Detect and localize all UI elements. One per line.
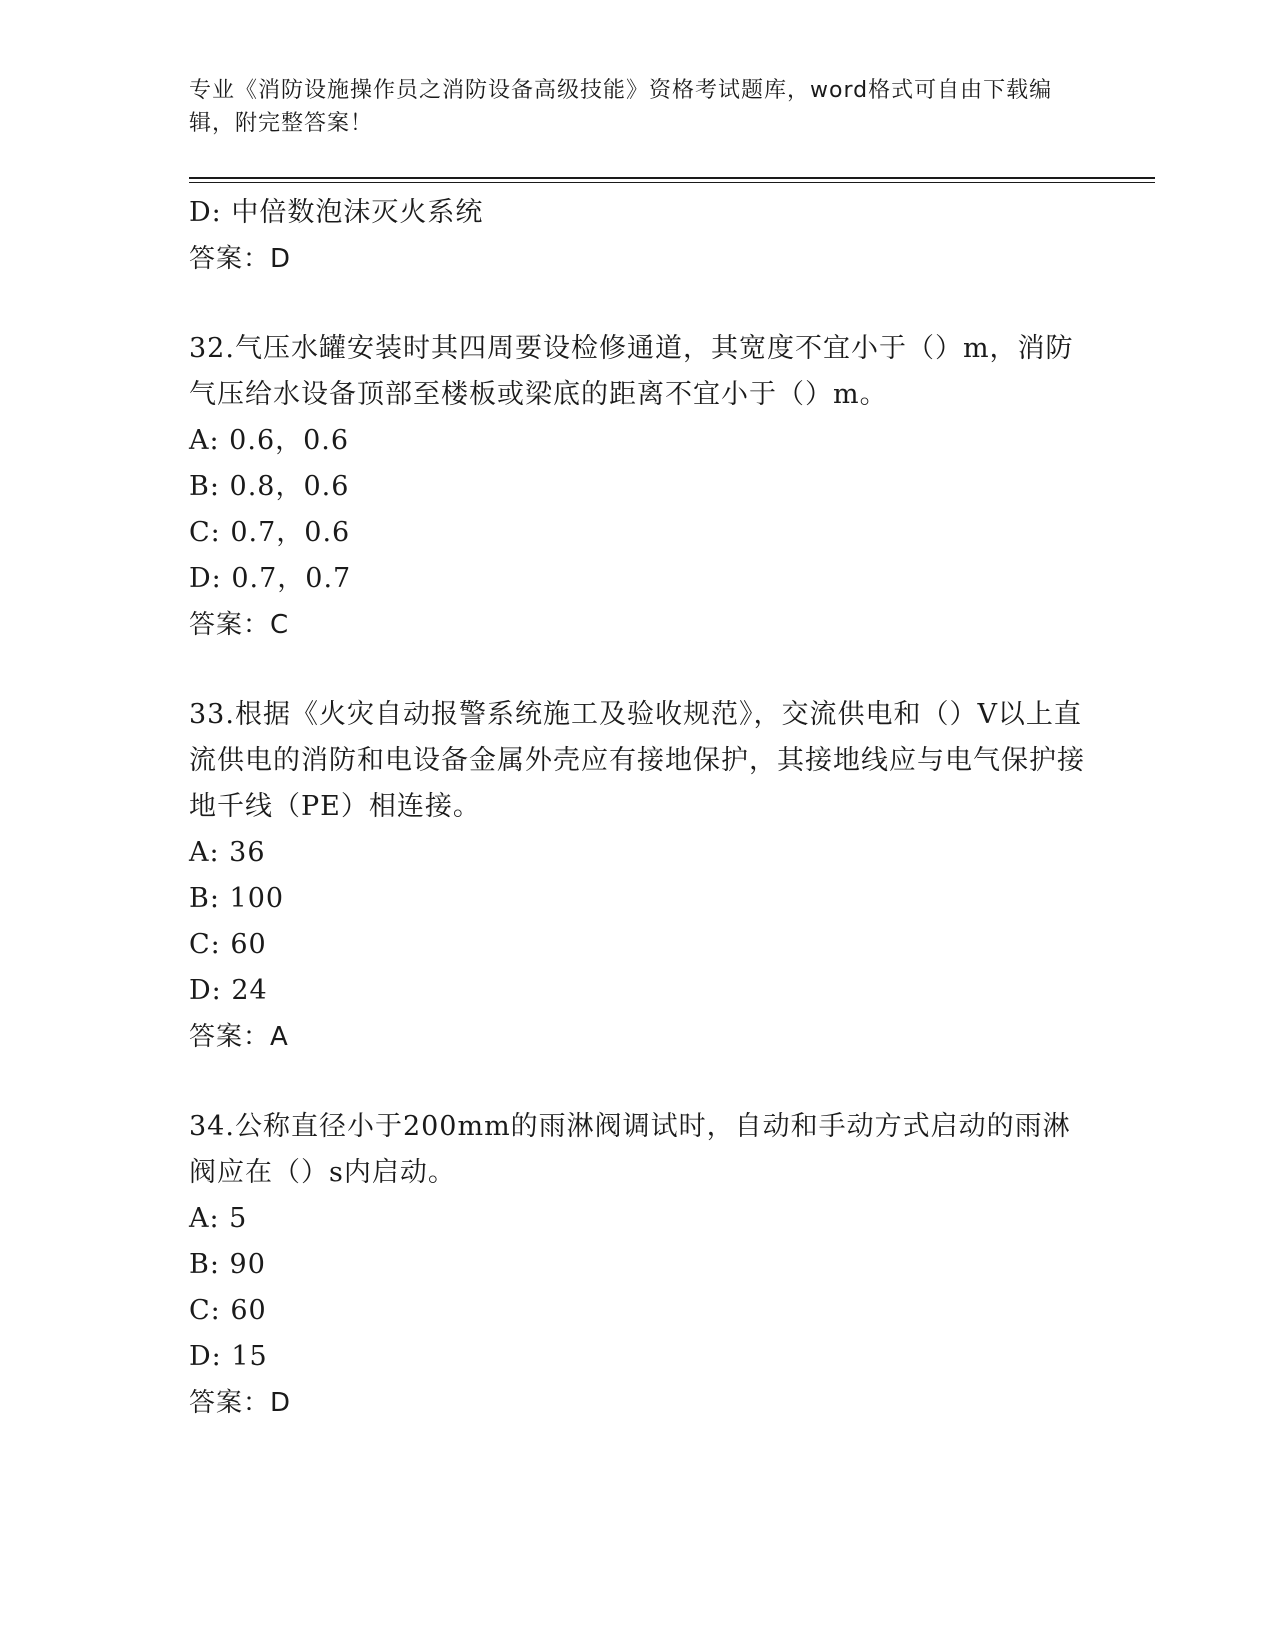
question-32 [189,326,1089,648]
option-c: C: 0.7，0.6 [189,517,351,548]
question-33 [189,692,1089,1060]
option-d: D: 0.7，0.7 [189,563,352,594]
option-d: D: 15 [189,1341,268,1372]
question-34 [189,1104,1089,1426]
option-d: D: 中倍数泡沫灭火系统 [189,197,484,228]
question-list [189,190,1089,1426]
option-b: B: 100 [189,883,285,914]
option-a: A: 5 [189,1203,248,1234]
question-stem: 32.气压水罐安装时其四周要设检修通道，其宽度不宜小于（）m，消防气压给水设备顶部至楼板或梁底的距离不宜小于（）m。 [189,333,1074,410]
option-a: A: 36 [189,837,266,868]
prev-question-tail [189,190,1089,282]
header-rule-thin [189,182,1155,183]
option-c: C: 60 [189,1295,267,1326]
answer-line: 答案：C [189,610,290,640]
answer-line: 答案：D [189,1388,292,1418]
question-stem: 34.公称直径小于200mm的雨淋阀调试时，自动和手动方式启动的雨淋阀应在（）s内启动。 [189,1111,1071,1188]
answer-line: 答案：A [189,1022,289,1052]
page-header: 专业《消防设施操作员之消防设备高级技能》资格考试题库，word格式可自由下载编辑，附完整答案！ [189,78,1053,136]
option-b: B: 0.8，0.6 [189,471,350,502]
header-rule-thick [189,177,1155,179]
answer-line: 答案：D [189,244,292,274]
option-a: A: 0.6，0.6 [189,425,350,456]
option-c: C: 60 [189,929,267,960]
option-d: D: 24 [189,975,268,1006]
question-stem: 33.根据《火灾自动报警系统施工及验收规范》，交流供电和（）V以上直流供电的消防和电设备金属外壳应有接地保护，其接地线应与电气保护接地千线（PE）相连接。 [189,699,1085,822]
option-b: B: 90 [189,1249,266,1280]
